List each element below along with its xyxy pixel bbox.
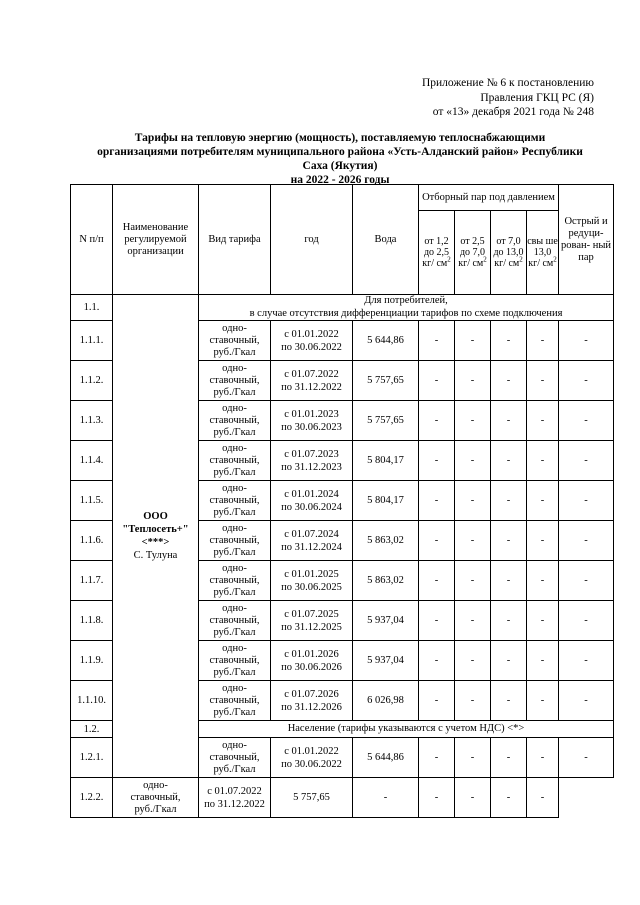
- dash-cell: -: [455, 401, 491, 441]
- tariff-type: [199, 401, 271, 441]
- type-line: одно-: [143, 779, 168, 791]
- tariff-type: [199, 321, 271, 361]
- dash-cell: -: [455, 641, 491, 681]
- period: [271, 361, 353, 401]
- period: [271, 641, 353, 681]
- period-to: по 31.12.2023: [281, 461, 342, 473]
- dash-cell: -: [455, 601, 491, 641]
- dash-cell: -: [419, 561, 455, 601]
- dash-cell: -: [559, 321, 614, 361]
- table-row: [71, 778, 614, 818]
- period-to: по 31.12.2025: [281, 621, 342, 633]
- type-line: одно-: [222, 322, 247, 334]
- type-line: одно-: [222, 402, 247, 414]
- period: [271, 681, 353, 721]
- section-num: 1.1.: [71, 295, 113, 321]
- dash-cell: -: [491, 561, 527, 601]
- superscript: 2: [447, 255, 451, 264]
- row-num: 1.1.3.: [71, 401, 113, 441]
- type-line: руб./Гкал: [213, 466, 256, 478]
- dash-cell: -: [419, 481, 455, 521]
- type-line: одно-: [222, 602, 247, 614]
- period-to: по 31.12.2022: [281, 381, 342, 393]
- dash-cell: -: [527, 641, 559, 681]
- type-line: руб./Гкал: [213, 706, 256, 718]
- appendix-line: Приложение № 6 к постановлению: [421, 77, 594, 89]
- dash-cell: -: [527, 361, 559, 401]
- period: [271, 521, 353, 561]
- period: [271, 321, 353, 361]
- water-value: 5 757,65: [353, 361, 419, 401]
- period-to: по 31.12.2024: [281, 541, 342, 553]
- type-line: одно-: [222, 642, 247, 654]
- tariff-type: [199, 361, 271, 401]
- dash-cell: -: [455, 521, 491, 561]
- type-line: одно-: [222, 682, 247, 694]
- water-value: 5 804,17: [353, 441, 419, 481]
- dash-cell: -: [527, 441, 559, 481]
- period-to: по 30.06.2024: [281, 501, 342, 513]
- dash-cell: -: [527, 561, 559, 601]
- type-line: руб./Гкал: [213, 426, 256, 438]
- row-num: 1.1.4.: [71, 441, 113, 481]
- dash-cell: -: [559, 681, 614, 721]
- row-num: 1.2.1.: [71, 738, 113, 778]
- period-to: по 30.06.2022: [281, 341, 342, 353]
- period-from: с 01.07.2026: [284, 688, 339, 700]
- period: [271, 738, 353, 778]
- period-from: с 01.01.2025: [284, 568, 339, 580]
- dash-cell: -: [419, 681, 455, 721]
- row-num: 1.1.6.: [71, 521, 113, 561]
- dash-cell: -: [559, 481, 614, 521]
- water-value: 5 937,04: [353, 601, 419, 641]
- title-line: на 2022 - 2026 годы: [290, 174, 390, 186]
- row-num: 1.1.8.: [71, 601, 113, 641]
- dash-cell: -: [455, 681, 491, 721]
- dash-cell: -: [559, 401, 614, 441]
- dash-cell: -: [527, 521, 559, 561]
- period-to: по 30.06.2022: [281, 758, 342, 770]
- dash-cell: -: [491, 441, 527, 481]
- dash-cell: -: [559, 641, 614, 681]
- type-line: одно-: [222, 522, 247, 534]
- type-line: руб./Гкал: [213, 666, 256, 678]
- dash-cell: -: [491, 601, 527, 641]
- org-location: С. Тулуна: [133, 550, 178, 561]
- dash-cell: -: [491, 521, 527, 561]
- dash-cell: -: [455, 361, 491, 401]
- type-line: руб./Гкал: [134, 803, 177, 815]
- header-row: [71, 185, 614, 211]
- tariff-type: [199, 521, 271, 561]
- dash-cell: -: [419, 321, 455, 361]
- water-value: 5 863,02: [353, 561, 419, 601]
- type-line: одно-: [222, 562, 247, 574]
- type-line: руб./Гкал: [213, 626, 256, 638]
- type-line: одно-: [222, 362, 247, 374]
- type-line: руб./Гкал: [213, 346, 256, 358]
- dash-cell: -: [419, 601, 455, 641]
- dash-cell: -: [353, 778, 419, 818]
- period-from: с 01.07.2022: [207, 785, 262, 797]
- dash-cell: -: [491, 641, 527, 681]
- water-value: 5 644,86: [353, 321, 419, 361]
- row-num: 1.2.2.: [71, 778, 113, 818]
- water-value: 5 937,04: [353, 641, 419, 681]
- header-num: N п/п: [71, 185, 113, 295]
- dash-cell: -: [527, 778, 559, 818]
- period-from: с 01.01.2026: [284, 648, 339, 660]
- tariff-type: [199, 441, 271, 481]
- type-line: руб./Гкал: [213, 506, 256, 518]
- dash-cell: -: [455, 738, 491, 778]
- superscript: 2: [519, 255, 523, 264]
- row-num: 1.1.10.: [71, 681, 113, 721]
- water-value: 6 026,98: [353, 681, 419, 721]
- dash-cell: -: [491, 401, 527, 441]
- type-line: ставочный,: [209, 334, 260, 346]
- period-to: по 31.12.2022: [204, 798, 265, 810]
- dash-cell: -: [559, 441, 614, 481]
- type-line: одно-: [222, 482, 247, 494]
- type-line: ставочный,: [209, 751, 260, 763]
- dash-cell: -: [419, 738, 455, 778]
- row-num: 1.1.1.: [71, 321, 113, 361]
- steam-4-label: свы ше 13,0 кг/ см: [527, 236, 558, 269]
- dash-cell: -: [491, 361, 527, 401]
- type-line: одно-: [222, 739, 247, 751]
- header-steam-1: [419, 211, 455, 295]
- dash-cell: -: [455, 441, 491, 481]
- section-title-line: Для потребителей,: [364, 295, 448, 306]
- period: [271, 601, 353, 641]
- appendix-note: [422, 76, 594, 120]
- period-from: с 01.07.2024: [284, 528, 339, 540]
- header-steam-3: [491, 211, 527, 295]
- section-row: [71, 295, 614, 321]
- type-line: ставочный,: [209, 694, 260, 706]
- section-title: [199, 295, 614, 321]
- dash-cell: -: [455, 778, 491, 818]
- period: [271, 481, 353, 521]
- period-from: с 01.07.2023: [284, 448, 339, 460]
- tariff-type: [199, 481, 271, 521]
- dash-cell: -: [527, 601, 559, 641]
- steam-3-label: от 7,0 до 13,0 кг/ см: [493, 236, 524, 269]
- dash-cell: -: [559, 561, 614, 601]
- period: [271, 401, 353, 441]
- tariff-type: [199, 561, 271, 601]
- header-sharp-steam: Острый и редуци- рован- ный пар: [559, 185, 614, 295]
- type-line: ставочный,: [209, 454, 260, 466]
- type-line: руб./Гкал: [213, 386, 256, 398]
- period-from: с 01.01.2022: [284, 328, 339, 340]
- type-line: одно-: [222, 442, 247, 454]
- type-line: ставочный,: [209, 494, 260, 506]
- section-title-line: Население (тарифы указываются с учетом НДС) <*>: [287, 722, 525, 734]
- period-from: с 01.01.2024: [284, 488, 339, 500]
- row-num: 1.1.5.: [71, 481, 113, 521]
- period-from: с 01.01.2023: [284, 408, 339, 420]
- water-value: 5 863,02: [353, 521, 419, 561]
- dash-cell: -: [455, 481, 491, 521]
- dash-cell: -: [559, 521, 614, 561]
- dash-cell: -: [527, 401, 559, 441]
- period: [199, 778, 271, 818]
- period-from: с 01.07.2025: [284, 608, 339, 620]
- row-num: 1.1.2.: [71, 361, 113, 401]
- dash-cell: -: [559, 361, 614, 401]
- type-line: ставочный,: [209, 574, 260, 586]
- tariff-type: [199, 681, 271, 721]
- dash-cell: -: [491, 778, 527, 818]
- header-steam-group: Отборный пар под давлением: [419, 185, 559, 211]
- type-line: ставочный,: [209, 614, 260, 626]
- dash-cell: -: [491, 681, 527, 721]
- water-value: 5 644,86: [353, 738, 419, 778]
- period-to: по 30.06.2026: [281, 661, 342, 673]
- period-from: с 01.07.2022: [284, 368, 339, 380]
- title-line: Тарифы на тепловую энергию (мощность), поставляемую теплоснабжающими: [134, 132, 546, 144]
- tariff-type: [199, 641, 271, 681]
- organization-cell: [113, 295, 199, 778]
- header-type: Вид тарифа: [199, 185, 271, 295]
- title-line: Саха (Якутия): [302, 160, 378, 172]
- header-steam-2: [455, 211, 491, 295]
- header-water: Вода: [353, 185, 419, 295]
- tariff-table: [70, 184, 614, 818]
- dash-cell: -: [419, 641, 455, 681]
- water-value: 5 804,17: [353, 481, 419, 521]
- section-title-line: в случае отсутствия дифференциации тарифов по схеме подключения: [249, 307, 563, 319]
- tariff-type: [199, 601, 271, 641]
- dash-cell: -: [491, 738, 527, 778]
- dash-cell: -: [491, 481, 527, 521]
- water-value: 5 757,65: [353, 401, 419, 441]
- org-name: "Теплосеть+": [122, 524, 189, 535]
- tariff-type: [113, 778, 199, 818]
- dash-cell: -: [491, 321, 527, 361]
- row-num: 1.1.7.: [71, 561, 113, 601]
- dash-cell: -: [559, 738, 614, 778]
- dash-cell: -: [419, 361, 455, 401]
- dash-cell: -: [527, 481, 559, 521]
- dash-cell: -: [419, 521, 455, 561]
- header-steam-4: [527, 211, 559, 295]
- section-title: [199, 721, 614, 738]
- period-to: по 30.06.2023: [281, 421, 342, 433]
- dash-cell: -: [455, 561, 491, 601]
- dash-cell: -: [559, 601, 614, 641]
- document-title: [70, 131, 610, 187]
- type-line: руб./Гкал: [213, 586, 256, 598]
- type-line: ставочный,: [209, 534, 260, 546]
- type-line: ставочный,: [130, 791, 181, 803]
- header-year: год: [271, 185, 353, 295]
- dash-cell: -: [455, 321, 491, 361]
- superscript: 2: [553, 255, 557, 264]
- appendix-line: Правления ГКЦ РС (Я): [480, 91, 594, 104]
- water-value: 5 757,65: [271, 778, 353, 818]
- tariff-type: [199, 738, 271, 778]
- period-from: с 01.01.2022: [284, 745, 339, 757]
- steam-1-label: от 1,2 до 2,5 кг/ см: [422, 236, 450, 269]
- dash-cell: -: [527, 321, 559, 361]
- dash-cell: -: [527, 681, 559, 721]
- section-num: 1.2.: [71, 721, 113, 738]
- period: [271, 561, 353, 601]
- row-num: 1.1.9.: [71, 641, 113, 681]
- period-to: по 30.06.2025: [281, 581, 342, 593]
- type-line: ставочный,: [209, 414, 260, 426]
- type-line: руб./Гкал: [213, 546, 256, 558]
- superscript: 2: [483, 255, 487, 264]
- period: [271, 441, 353, 481]
- dash-cell: -: [419, 401, 455, 441]
- title-line: организациями потребителям муниципального района «Усть-Алданский район» Республики: [97, 146, 583, 158]
- period-to: по 31.12.2026: [281, 701, 342, 713]
- steam-2-label: от 2,5 до 7,0 кг/ см: [458, 236, 486, 269]
- org-name: <***>: [141, 537, 170, 548]
- type-line: ставочный,: [209, 374, 260, 386]
- org-name: ООО: [143, 511, 168, 522]
- type-line: ставочный,: [209, 654, 260, 666]
- type-line: руб./Гкал: [213, 763, 256, 775]
- appendix-line: от «13» декабря 2021 года № 248: [432, 106, 594, 118]
- dash-cell: -: [419, 778, 455, 818]
- header-org: Наименование регулируемой организации: [113, 185, 199, 295]
- dash-cell: -: [527, 738, 559, 778]
- dash-cell: -: [419, 441, 455, 481]
